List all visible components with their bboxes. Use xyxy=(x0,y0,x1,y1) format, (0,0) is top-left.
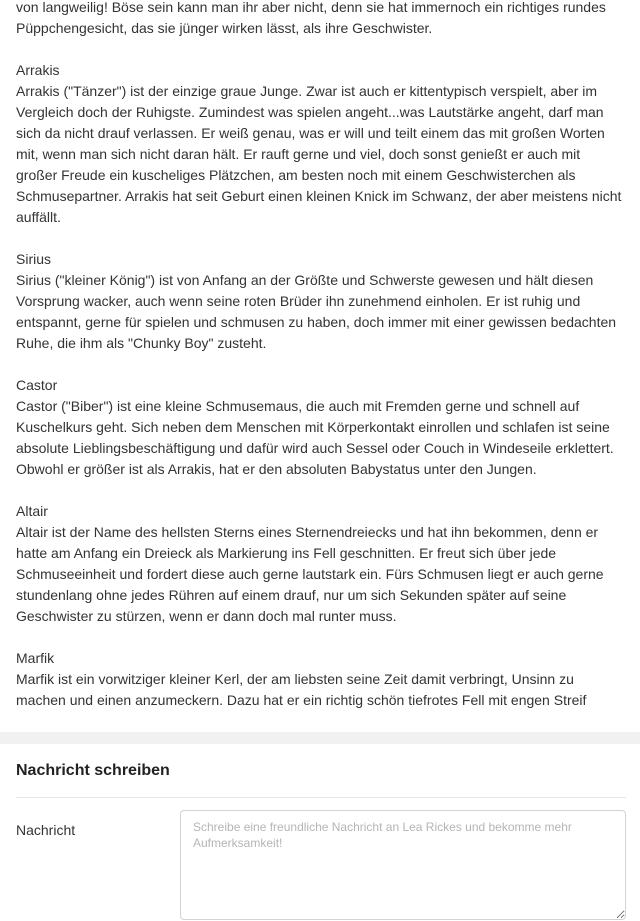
section-text-castor: Castor ("Biber") ist eine kleine Schmusemaus, die auch mit Fremden gerne und schnell auf Kuschelkurs geht. Sich neben dem Menschen mit Körperkontakt einrollen und schlafen ist seine absolute Lieblingsbeschäftigung und dafür wird auch Sessel oder Couch in Windeseile erklettert. Obwohl er größer ist als Arrakis, hat er den absoluten Babystatus unter den Jungen. xyxy=(16,398,614,477)
message-label: Nachricht xyxy=(16,822,76,838)
section-text-arrakis: Arrakis ("Tänzer") ist der einzige graue Junge. Zwar ist auch er kittentypisch verspielt, aber im Vergleich doch der Ruhigste. Zumindest was spielen angeht...was Lautstärke angeht, darf man sich da nicht drauf verlassen. Er weiß genau, was er will und teilt einem das mit großen Worten mit, wenn man sich nicht daran hält. Er rauft gerne und viel, doch sonst genießt er auch mit großer Freude ein kuscheliges Plätzchen, am besten noch mit einem Geschwisterchen als Schmusepartner. Arrakis hat seit Geburt einen kleinen Knick im Schwanz, der aber meistens nicht auffällt. xyxy=(16,83,622,225)
section-heading-arrakis: Arrakis xyxy=(16,62,60,78)
section-heading-sirius: Sirius xyxy=(16,251,52,267)
compose-message-panel xyxy=(0,744,640,920)
compose-title: Nachricht schreiben xyxy=(16,762,170,779)
section-divider xyxy=(0,732,640,744)
section-text-marfik: Marfik ist ein vorwitziger kleiner Kerl, der am liebsten seine Zeit damit verbringt, Unsinn zu machen und einen anzumeckern. Dazu hat er ein richtig schön tiefrotes Fell mit engen Streif xyxy=(16,671,587,708)
message-field-row xyxy=(16,798,626,920)
message-textarea[interactable] xyxy=(180,810,626,920)
section-heading-marfik: Marfik xyxy=(16,650,55,666)
section-text-sirius: Sirius ("kleiner König") ist von Anfang an der Größte und Schwerste gewesen und hält diesen Vorsprung wacker, auch wenn seine roten Brüder ihn zunehmend einholen. Er ist ruhig und entspannt, gerne für spielen und schmusen zu haben, doch immer mit einer gewissen bedachten Ruhe, die ihm als "Chunky Boy" zusteht. xyxy=(16,272,617,351)
section-heading-castor: Castor xyxy=(16,377,58,393)
section-text-altair: Altair ist der Name des hellsten Sterns eines Sternendreiecks und hat ihn bekommen, denn er hatte am Anfang ein Dreieck als Markierung ins Fell geschnitten. Er freut sich über jede Schmuseeinheit und fordert diese auch gerne lautstark ein. Fürs Schmusen liegt er auch gerne stundenlang ohne jedes Rühren auf einem drauf, nur um sich Sekunden später auf seine Geschwister zu stürzen, wenn er dann doch mal runter muss. xyxy=(16,524,604,624)
section-heading-altair: Altair xyxy=(16,503,48,519)
description-intro-tail: von langweilig! Böse sein kann man ihr aber nicht, denn sie hat immernoch ein richtiges rundes Püppchengesicht, das sie jünger wirken lässt, als ihre Geschwister. xyxy=(16,0,606,36)
